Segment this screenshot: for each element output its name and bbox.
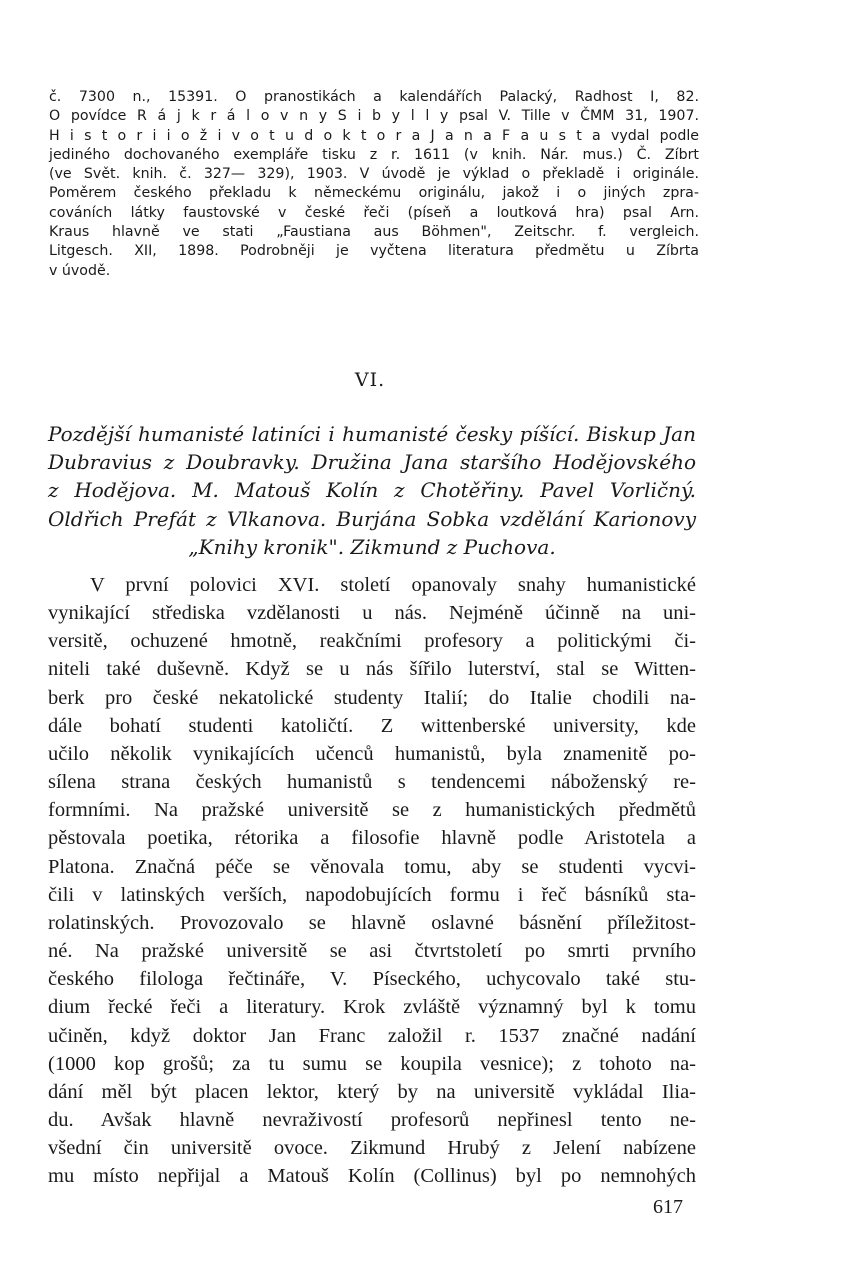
body-line: čili v latinských verších, napodobujících formu i řeč básníků sta- <box>48 883 696 906</box>
footnote-line: jediného dochovaného exempláře tisku z r. 1611 (v knih. Nár. mus.) Č. Zíbrt <box>49 146 699 163</box>
body-paragraph <box>48 571 696 1190</box>
body-line: dium řecké řeči a literatury. Krok zvláště významný byl k tomu <box>48 996 696 1019</box>
body-line: českého filologa řečtináře, V. Píseckého, uchycovalo také stu- <box>48 968 696 991</box>
body-line: vynikající střediska vzdělanosti u nás. Nejméně účinně na uni- <box>48 602 696 625</box>
body-line: versitě, ochuzené hmotně, reakčními profesory a politickými či- <box>48 630 696 653</box>
body-line: Platona. Značná péče se věnovala tomu, aby se studenti vycvi- <box>48 855 696 878</box>
chapter-heading <box>48 420 696 561</box>
footnote-line: Poměrem českého překladu k německému originálu, jakož i o jiných zpra- <box>49 185 699 202</box>
body-line: (1000 kop grošů; za tu sumu se koupila vesnice); z tohoto na- <box>48 1052 696 1075</box>
chapter-heading-line: „Knihy kronik". Zikmund z Puchova. <box>188 534 556 559</box>
footnote-line: č. 7300 n., 15391. O pranostikách a kalendářích Palacký, Radhost I, 82. <box>49 89 699 105</box>
body-line: pěstovala poetika, rétorika a filosofie hlavně podle Aristotela a <box>48 827 696 850</box>
footnote-line: Kraus hlavně ve stati „Faustiana aus Böhmen", Zeitschr. f. vergleich. <box>49 224 699 241</box>
chapter-heading-line: Dubravius z Doubravky. Družina Jana staršího Hodějovského <box>48 450 696 475</box>
footnote-line: v úvodě. <box>49 262 111 279</box>
body-line: niteli také duševně. Když se u nás šířilo luterství, stal se Witten- <box>48 658 696 681</box>
chapter-number: VI. <box>354 369 386 391</box>
body-line: dále bohatí studenti katoličtí. Z wittenberské university, kde <box>48 714 696 737</box>
body-line: dání měl být placen lektor, který by na universitě vykládal Ilia- <box>48 1080 696 1103</box>
chapter-heading-line: Pozdější humanisté latiníci i humanisté česky píšící. Biskup Jan <box>48 422 696 446</box>
page-number: 617 <box>653 1196 683 1218</box>
footnote-block <box>49 88 699 281</box>
body-line: učiněn, když doktor Jan Franc založil r. 1537 značné nadání <box>48 1024 696 1047</box>
body-line: mu místo nepřijal a Matouš Kolín (Collinus) byl po nemnohých <box>48 1165 696 1188</box>
body-line: rolatinských. Provozovalo se hlavně oslavné básnění příležitost- <box>48 911 696 934</box>
footnote-line: cováních látky faustovské v české řeči (píseň a loutková hra) psal Arn. <box>49 204 699 221</box>
footnote-line: Litgesch. XII, 1898. Podrobněji je vyčtena literatura předmětu u Zíbrta <box>49 243 699 260</box>
body-line: sílena strana českých humanistů s tendencemi náboženský re- <box>48 771 696 794</box>
footnote-line: O povídce R á j k r á l o v n y S i b y l l y psal V. Tille v ČMM 31, 1907. <box>49 108 699 125</box>
chapter-heading-line: z Hodějova. M. Matouš Kolín z Chotěřiny. Pavel Vorličný. <box>48 478 696 503</box>
body-line: formními. Na pražské universitě se z humanistických předmětů <box>48 799 696 822</box>
body-line: všední čin universitě ovoce. Zikmund Hrubý z Jelení nabízene <box>48 1137 696 1160</box>
footnote-line: H i s t o r i i o ž i v o t u d o k t o r a J a n a F a u s t a vydal podle <box>49 127 699 144</box>
body-line: né. Na pražské universitě se asi čtvrtstoletí po smrti prvního <box>48 940 696 963</box>
body-line: V první polovici XVI. století opanovaly snahy humanistické <box>90 574 696 596</box>
body-line: du. Avšak hlavně nevraživostí profesorů nepřinesl tento ne- <box>48 1108 696 1131</box>
body-line: učilo několik vynikajících učenců humanistů, byla znamenitě po- <box>48 742 696 765</box>
body-line: berk pro české nekatolické studenty Italií; do Italie chodili na- <box>48 686 696 709</box>
footnote-line: (ve Svět. knih. č. 327— 329), 1903. V úvodě je výklad o překladě i originále. <box>49 166 699 183</box>
chapter-heading-line: Oldřich Prefát z Vlkanova. Burjána Sobka vzdělání Karionovy <box>48 506 696 531</box>
